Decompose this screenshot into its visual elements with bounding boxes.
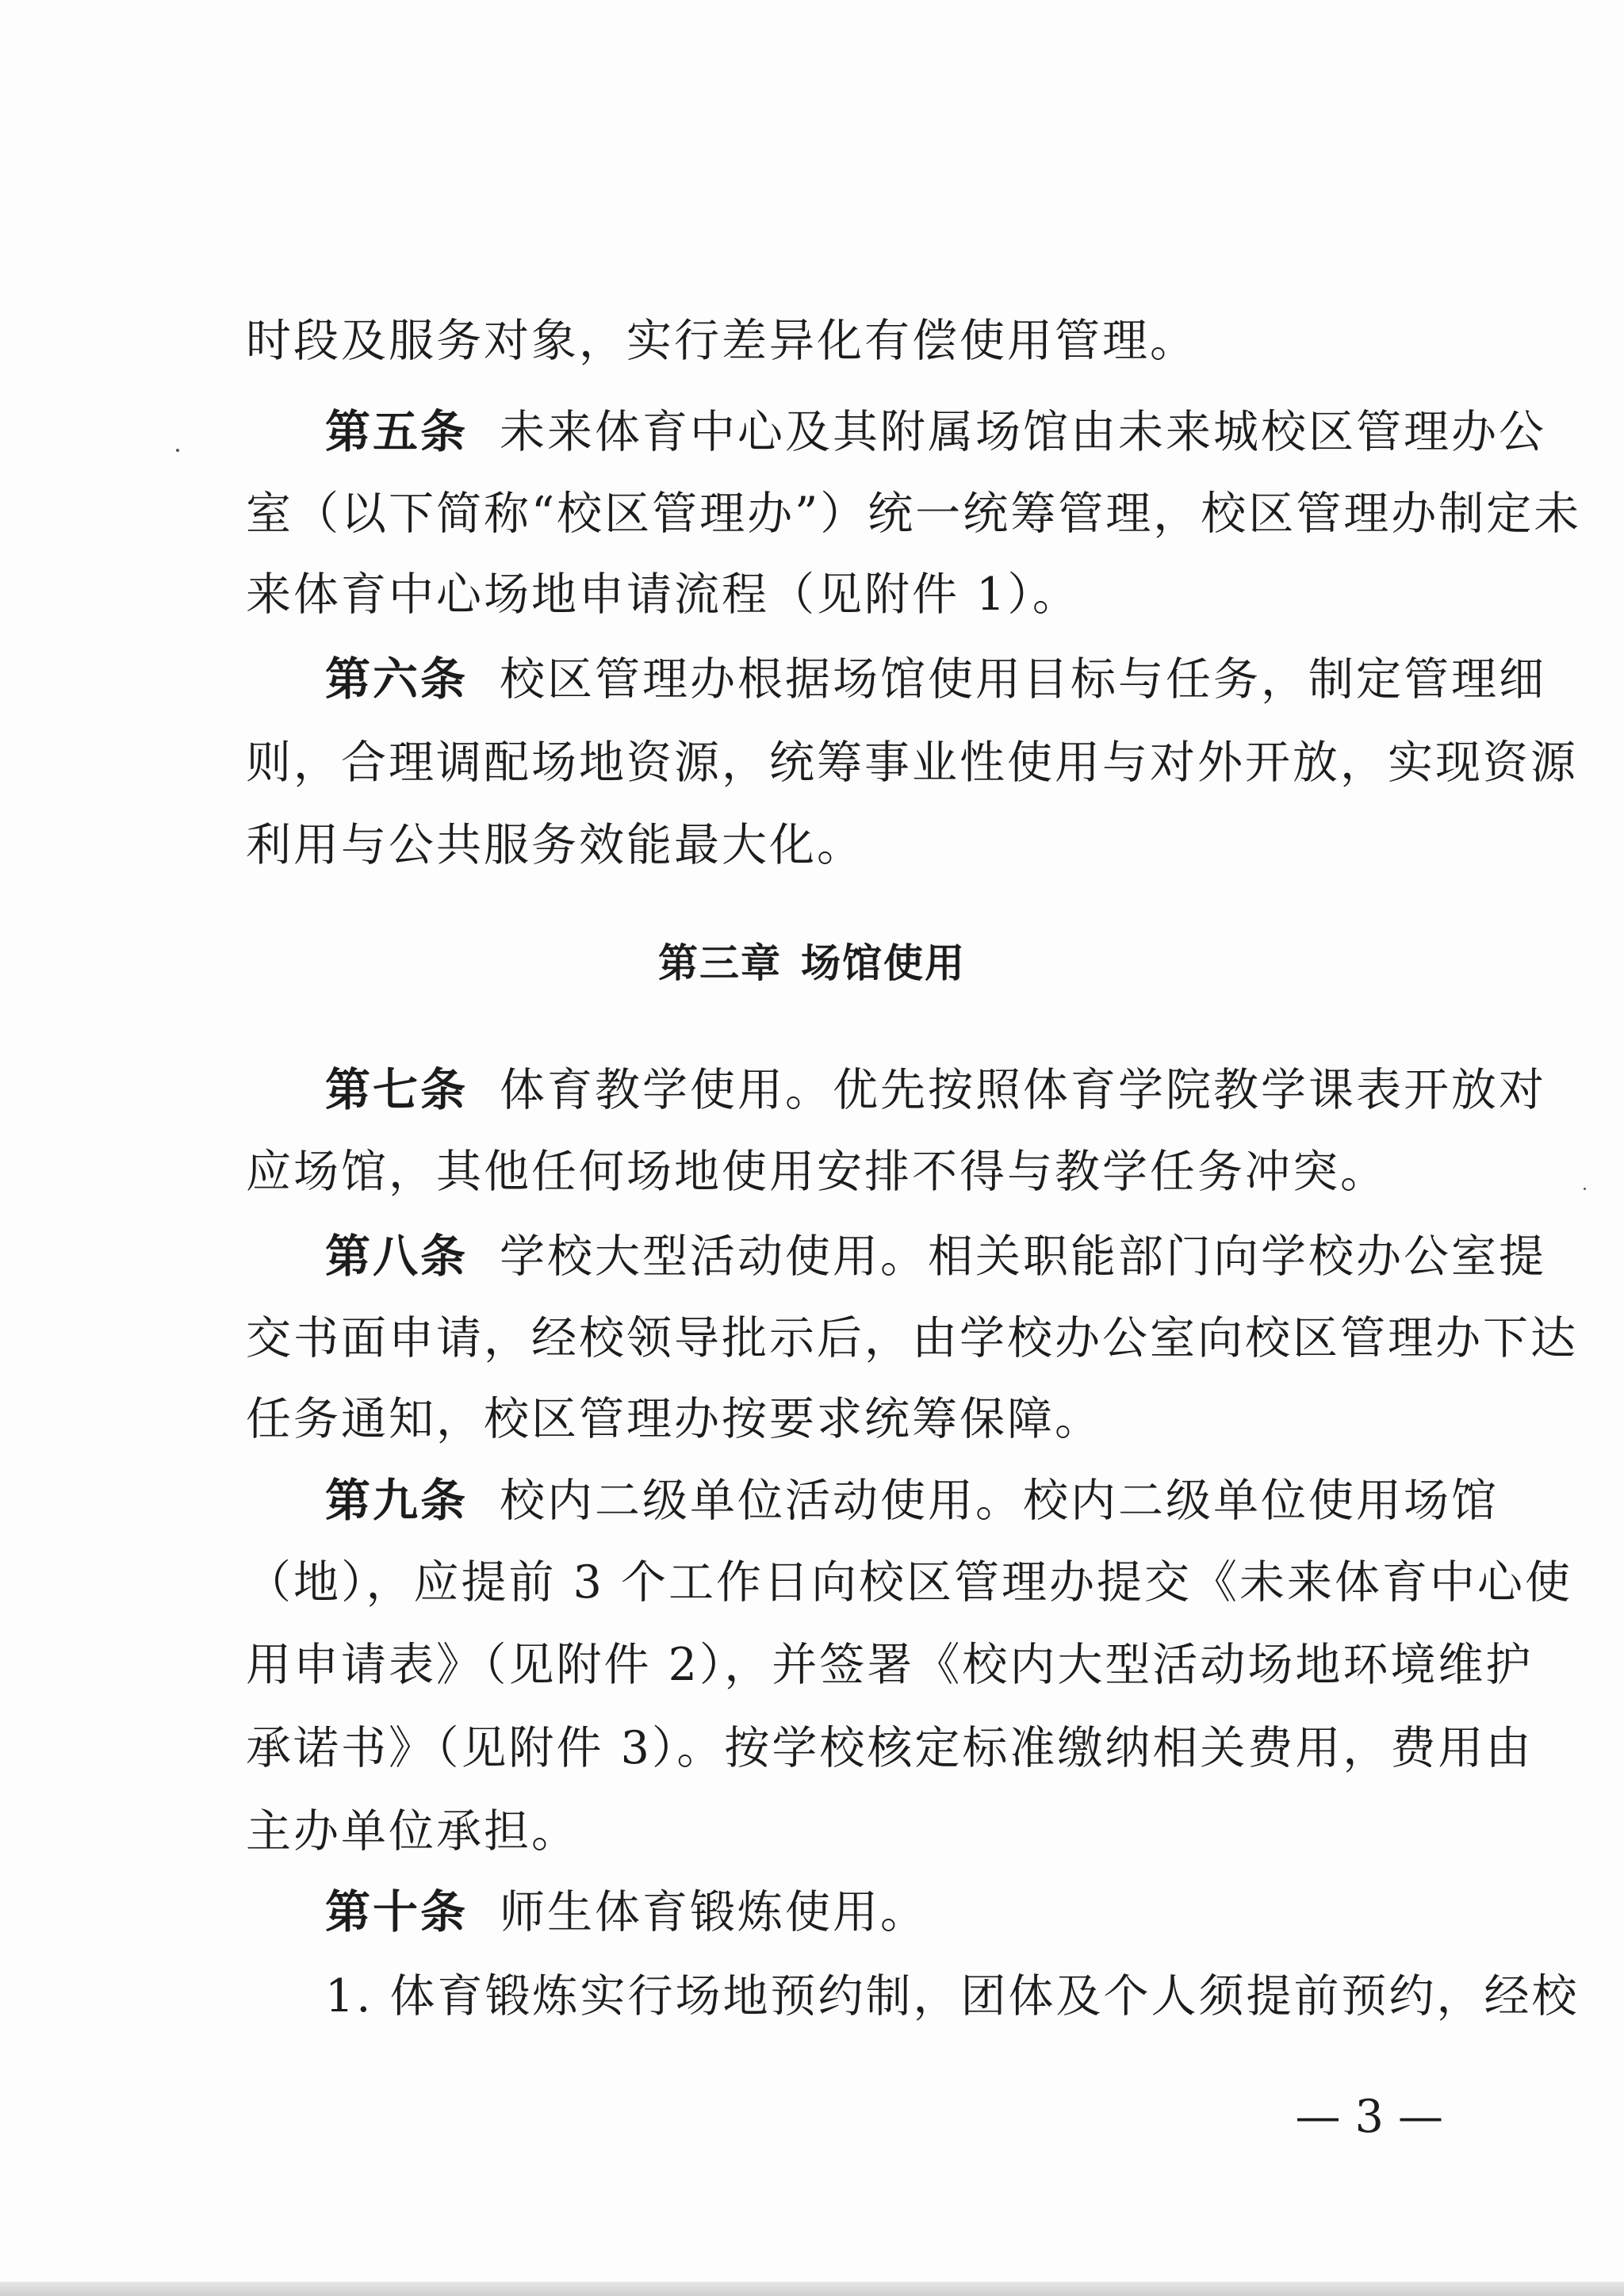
line-text: 1. 体育锻炼实行场地预约制，团体及个人须提前预约，经校 [325,1970,1580,2022]
line-text: 利用与公共服务效能最大化。 [246,819,864,871]
article-label: 第八条 [325,1230,468,1283]
article-label: 第九条 [325,1475,468,1527]
line-text: 时段及服务对象，实行差异化有偿使用管理。 [246,315,1197,367]
scan-speck [176,449,179,452]
line-text: （地），应提前 3 个工作日向校区管理办提交《未来体育中心使 [246,1556,1573,1609]
article-9-line-5 [246,1792,1443,1871]
article-label: 第五条 [325,406,468,458]
chapter-number: 第三章 [658,940,782,986]
article-8-line-2 [246,1299,1578,1378]
article-7-line-2 [246,1132,1443,1211]
line-text: 交书面申请，经校领导批示后，由学校办公室向校区管理办下达 [246,1312,1578,1364]
article-label: 第十条 [325,1886,468,1938]
line-text: 未来体育中心及其附属场馆由未来城校区管理办公 [500,406,1546,458]
chapter-title: 场馆使用 [801,940,966,986]
line-text: 应场馆，其他任何场地使用安排不得与教学任务冲突。 [246,1146,1388,1198]
article-5-line-1 [325,392,1546,472]
article-label: 第六条 [325,653,468,706]
chapter-heading [0,924,1624,1003]
line-text: 校内二级单位活动使用。校内二级单位使用场馆 [500,1475,1499,1527]
article-6-line-1 [325,640,1546,719]
article-9-line-4 [246,1709,1534,1788]
line-text: 则，合理调配场地资源，统筹事业性使用与对外开放，实现资源 [246,737,1578,789]
article-8-line-3 [246,1380,1443,1459]
line-text: 主办单位承担。 [246,1805,579,1858]
article-9-line-1 [325,1461,1499,1540]
article-9-line-2 [246,1543,1573,1622]
line-text: 室（以下简称“校区管理办”）统一统筹管理，校区管理办制定未 [246,488,1582,540]
article-label: 第七条 [325,1064,468,1116]
article-8-line-1 [325,1217,1546,1296]
line-text: 任务通知，校区管理办按要求统筹保障。 [246,1393,1102,1445]
paragraph-line [246,301,1443,381]
line-text: 体育教学使用。优先按照体育学院教学课表开放对 [500,1064,1546,1116]
line-text: 师生体育锻炼使用。 [500,1886,928,1938]
scan-edge [0,2282,1624,2296]
article-6-line-2 [246,723,1578,802]
list-item-1 [325,1957,1580,2036]
scan-speck [1584,1188,1586,1190]
article-5-line-2 [246,474,1582,553]
line-text: 学校大型活动使用。相关职能部门向学校办公室提 [500,1230,1546,1283]
article-9-line-3 [246,1625,1534,1705]
article-6-line-3 [246,806,1443,885]
article-5-line-3 [246,555,1443,634]
line-text: 用申请表》（见附件 2），并签署《校内大型活动场地环境维护 [246,1639,1534,1691]
page-number: — 3 — [1295,2091,1443,2143]
line-text: 校区管理办根据场馆使用目标与任务，制定管理细 [500,653,1546,706]
article-10-line-1 [325,1873,1443,1952]
line-text: 承诺书》（见附件 3）。按学校核定标准缴纳相关费用，费用由 [246,1722,1534,1774]
article-7-line-1 [325,1050,1546,1130]
line-text: 来体育中心场地申请流程（见附件 1）。 [246,568,1080,621]
